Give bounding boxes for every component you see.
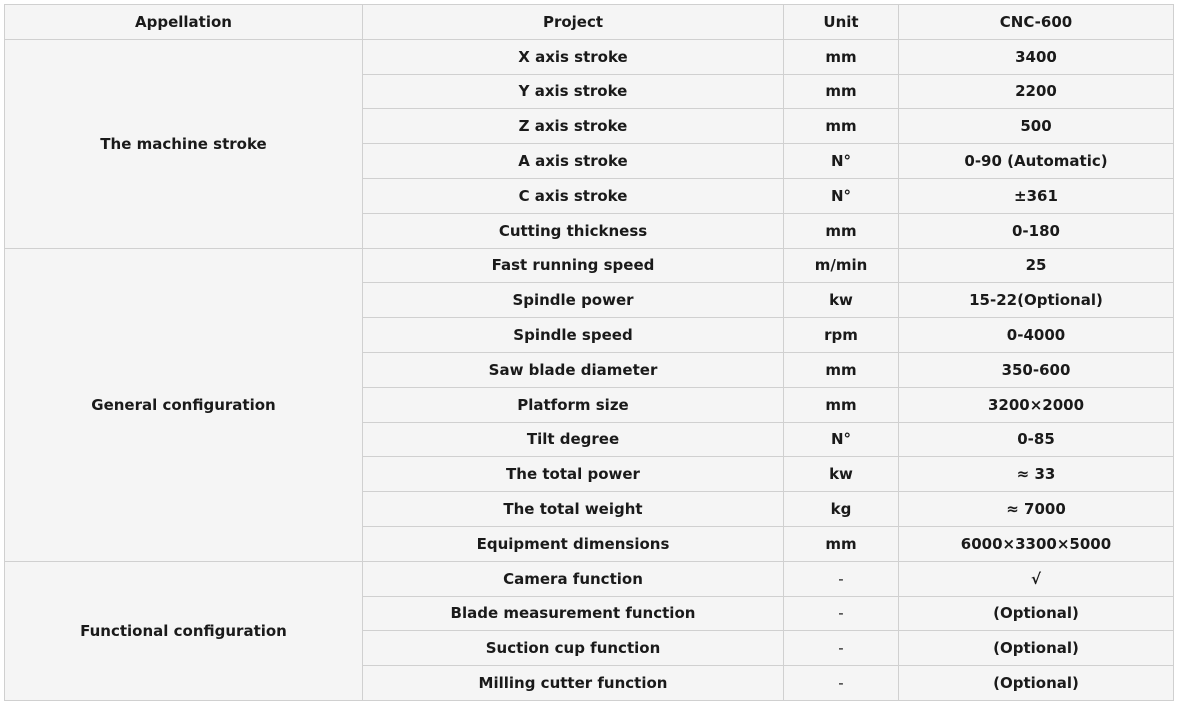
- group-appellation: Functional configuration: [5, 561, 363, 700]
- cell-project: Saw blade diameter: [363, 352, 784, 387]
- cell-project: C axis stroke: [363, 178, 784, 213]
- cell-project: The total power: [363, 457, 784, 492]
- cell-unit: mm: [784, 352, 899, 387]
- cell-value: 0-4000: [899, 318, 1174, 353]
- table-row: [5, 561, 1174, 596]
- cell-project: Spindle speed: [363, 318, 784, 353]
- cell-project: Cutting thickness: [363, 213, 784, 248]
- cell-value: ≈ 33: [899, 457, 1174, 492]
- cell-value: 500: [899, 109, 1174, 144]
- cell-unit: mm: [784, 387, 899, 422]
- cell-value: 3400: [899, 39, 1174, 74]
- cell-project: Milling cutter function: [363, 666, 784, 701]
- cell-project: Tilt degree: [363, 422, 784, 457]
- cell-unit: mm: [784, 213, 899, 248]
- cell-unit: -: [784, 631, 899, 666]
- cell-value: 25: [899, 248, 1174, 283]
- cell-value: 15-22(Optional): [899, 283, 1174, 318]
- cell-unit: mm: [784, 526, 899, 561]
- cell-value: 6000×3300×5000: [899, 526, 1174, 561]
- cell-unit: mm: [784, 39, 899, 74]
- cell-unit: N°: [784, 178, 899, 213]
- cell-value: 0-90 (Automatic): [899, 144, 1174, 179]
- cell-unit: mm: [784, 109, 899, 144]
- cell-project: Fast running speed: [363, 248, 784, 283]
- group-appellation: The machine stroke: [5, 39, 363, 248]
- cell-unit: -: [784, 561, 899, 596]
- cell-project: X axis stroke: [363, 39, 784, 74]
- cell-project: Platform size: [363, 387, 784, 422]
- header-project: Project: [363, 5, 784, 40]
- cell-project: Camera function: [363, 561, 784, 596]
- spec-table-body: [5, 39, 1174, 700]
- cell-value: 350-600: [899, 352, 1174, 387]
- cell-value: 0-180: [899, 213, 1174, 248]
- cell-project: Equipment dimensions: [363, 526, 784, 561]
- cell-unit: N°: [784, 422, 899, 457]
- cell-project: Z axis stroke: [363, 109, 784, 144]
- cell-unit: m/min: [784, 248, 899, 283]
- cell-project: Y axis stroke: [363, 74, 784, 109]
- cell-project: Spindle power: [363, 283, 784, 318]
- cell-project: The total weight: [363, 492, 784, 527]
- spec-table-header: [5, 5, 1174, 40]
- cell-value: (Optional): [899, 631, 1174, 666]
- cell-project: Blade measurement function: [363, 596, 784, 631]
- group-appellation: General configuration: [5, 248, 363, 561]
- cell-project: A axis stroke: [363, 144, 784, 179]
- cell-value: 2200: [899, 74, 1174, 109]
- header-model: CNC-600: [899, 5, 1174, 40]
- header-row: [5, 5, 1174, 40]
- header-appellation: Appellation: [5, 5, 363, 40]
- cell-unit: kw: [784, 283, 899, 318]
- cell-unit: rpm: [784, 318, 899, 353]
- cell-unit: -: [784, 666, 899, 701]
- cell-value: √: [899, 561, 1174, 596]
- cell-value: (Optional): [899, 596, 1174, 631]
- cell-unit: N°: [784, 144, 899, 179]
- cell-unit: -: [784, 596, 899, 631]
- spec-table: [4, 4, 1174, 701]
- cell-value: 0-85: [899, 422, 1174, 457]
- cell-unit: kg: [784, 492, 899, 527]
- cell-unit: mm: [784, 74, 899, 109]
- table-row: [5, 248, 1174, 283]
- cell-value: ±361: [899, 178, 1174, 213]
- cell-value: (Optional): [899, 666, 1174, 701]
- cell-project: Suction cup function: [363, 631, 784, 666]
- header-unit: Unit: [784, 5, 899, 40]
- cell-unit: kw: [784, 457, 899, 492]
- cell-value: ≈ 7000: [899, 492, 1174, 527]
- cell-value: 3200×2000: [899, 387, 1174, 422]
- table-row: [5, 39, 1174, 74]
